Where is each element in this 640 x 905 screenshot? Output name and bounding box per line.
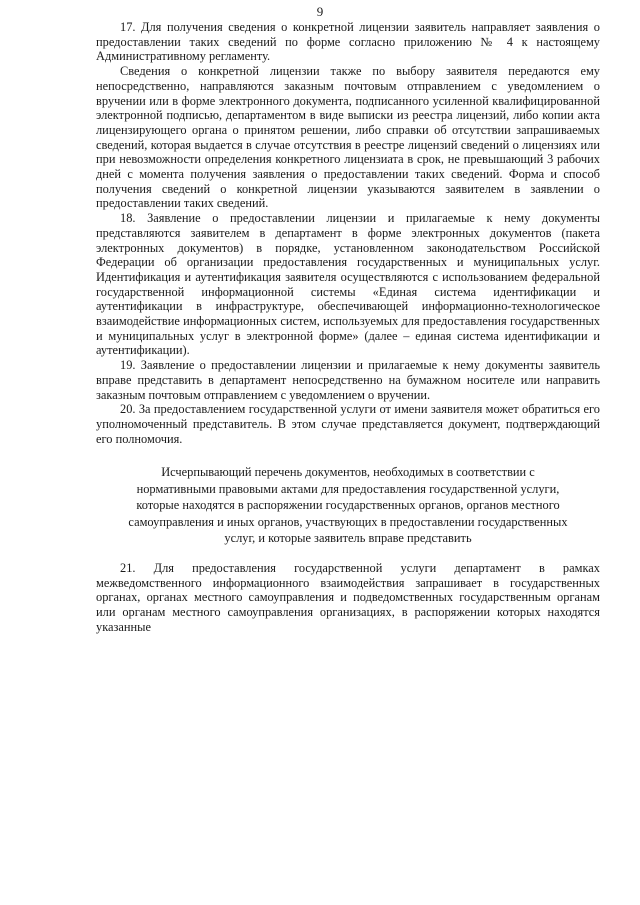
paragraph-17: 17. Для получения сведения о конкретной лицензии заявитель направляет заявления о предоставлении таких сведений по форме согласно приложению № 4 к настоящему Административному регламенту. (96, 20, 600, 64)
page-number: 9 (316, 4, 324, 19)
paragraph-18: 18. Заявление о предоставлении лицензии и прилагаемые к нему документы представляются заявителем в департамент в форме электронных документов (пакета электронных документов) в порядке, установленном законодательством Российской Федерации об организации предоставления государственных и муниципальных услуг. Идентификация и аутентификация заявителя осуществляются с использованием федеральной государственной информационной системы «Единая система идентификации и аутентификации в инфраструктуре, обеспечивающей информационно-технологическое взаимодействие информационных систем, используемых для предоставления государственных и муниципальных услуг в электронной форме» (далее – единая система идентификации и аутентификации). (96, 211, 600, 358)
body-text (96, 20, 600, 634)
section-heading: Исчерпывающий перечень документов, необходимых в соответствии с нормативными правовыми актами для предоставления государственной услуги, которые находятся в распоряжении государственных органов, органов местного самоуправления и иных органов, участвующих в предоставлении государственных услуг, и которые заявитель вправе представить (128, 465, 568, 546)
paragraph-license-info: Сведения о конкретной лицензии также по выбору заявителя передаются ему непосредственно, направляются заказным почтовым отправлением с уведомлением о вручении или в форме электронного документа, подписанного усиленной квалифицированной электронной подписью, департаментом в виде выписки из реестра лицензий, либо копии акта лицензирующего органа о принятом решении, либо справки об отсутствии запрашиваемых сведений, которая выдается в случае отсутствия в реестре лицензий сведений о лицензиях или при невозможности определения конкретного лицензиата в срок, не превышающий 3 рабочих дней с момента получения заявления о предоставлении таких сведений. Форма и способ получения сведений о конкретной лицензии указываются заявителем в заявлении о предоставлении таких сведений. (96, 64, 600, 211)
paragraph-20: 20. За предоставлением государственной услуги от имени заявителя может обратиться его уполномоченный представитель. В этом случае представляется документ, подтверждающий его полномочия. (96, 402, 600, 446)
paragraph-21: 21. Для предоставления государственной услуги департамент в рамках межведомственного информационного взаимодействия запрашивает в государственных органах, органах местного самоуправления и подведомственных государственным органам или органам местного самоуправления организациях, в распоряжении которых находятся указанные (96, 560, 600, 634)
paragraph-19: 19. Заявление о предоставлении лицензии и прилагаемые к нему документы заявитель вправе представить в департамент непосредственно на бумажном носителе или направить заказным почтовым отправлением с уведомлением о вручении. (96, 358, 600, 402)
